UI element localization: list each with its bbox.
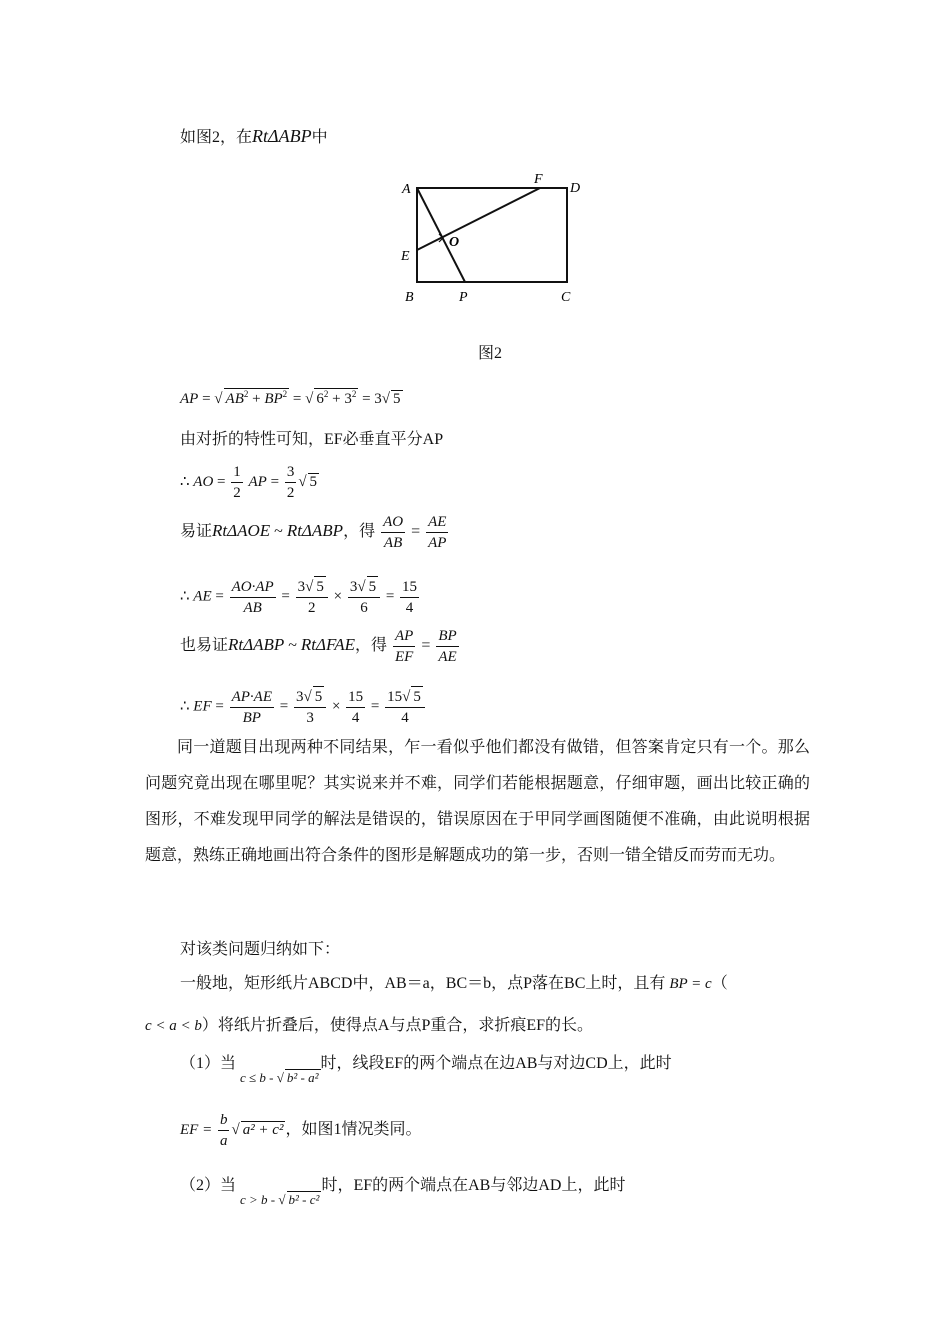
geometry-figure	[395, 168, 585, 313]
equation-ap: AP = √ $AB^2 + BP^2$ = √ $6^2 + 3^2 = 3√$ 5	[180, 389, 401, 407]
case-1-formula: EF = $\frac{b}{a}$ √ a² + c² ，如图1情况类同。	[180, 1112, 422, 1149]
label-p: P	[459, 290, 468, 305]
label-a: A	[402, 182, 411, 197]
summary-title: 对该类问题归纳如下：	[180, 941, 341, 958]
label-b: B	[405, 290, 414, 305]
figure-caption: 图2	[478, 345, 503, 362]
general-statement-line2: c < a < b）将纸片折叠后，使得点A与点P重合，求折痕EF的长。	[145, 1017, 594, 1034]
fold-property-line: 由对折的特性可知，EF必垂直平分AP	[180, 431, 444, 448]
label-d: D	[570, 181, 581, 196]
case-2: （2）当 $_{c > b - √ b^2 - c^2}$时，EF的两个端点在AB与邻边AD上，此时	[180, 1177, 626, 1207]
discussion-paragraph: 同一道题目出现两种不同结果，乍一看似乎他们都没有做错，但答案肯定只有一个。那么问题究竟出现在哪里呢？其实说来并不难，同学们若能根据题意，仔细审题，画出比较正确的图形，不难发现甲同学的解法是错误的，错误原因在于甲同学画图随便不准确，由此说明根据题意，熟练正确地画出符合条件的图形是解题成功的第一步，否则一错全错反而劳而无功。	[145, 739, 810, 864]
label-e: E	[401, 249, 410, 264]
intro-line: 如图2，在RtΔABP中	[180, 126, 328, 146]
label-c: C	[561, 290, 571, 305]
similar-triangles-1: 易证RtΔAOE ~ RtΔABP，得 $\frac{AO}{AB}$ = $\frac{AE}{AP}$	[180, 514, 447, 551]
case-1: （1）当 $_{c \le b - √ b^2 - a^2}$时，线段EF的两个端点在边AB与对边CD上，此时	[180, 1055, 672, 1085]
equation-ef: ∴ EF = $\frac{AP\cdot AE}{BP}$ = $\frac{3√ 5}{3}$ × $\frac{15}{4}$ = $\frac{15√ 5}{4}$	[180, 686, 427, 728]
equation-ae: ∴ AE = $\frac{AO\cdot AP}{AB}$ = $\frac{3√ 5}{2}$ × $\frac{3√ 5}{6}$ = $\frac{15}{4}$	[180, 576, 421, 618]
label-o: O	[449, 235, 460, 250]
similar-triangles-2: 也易证RtΔABP ~ RtΔFAE，得 $\frac{AP}{EF}$ = $\frac{BP}{AE}$	[180, 628, 457, 665]
segment-ef	[417, 188, 540, 250]
label-f: F	[534, 172, 543, 187]
general-statement-line1: 一般地，矩形纸片ABCD中，AB＝a，BC＝b，点P落在BC上时，且有 BP = c（	[180, 975, 728, 992]
equation-ao: ∴ AO = $\frac{1}{2}$ AP = $\frac{3}{2}$ √ 5	[180, 464, 318, 501]
